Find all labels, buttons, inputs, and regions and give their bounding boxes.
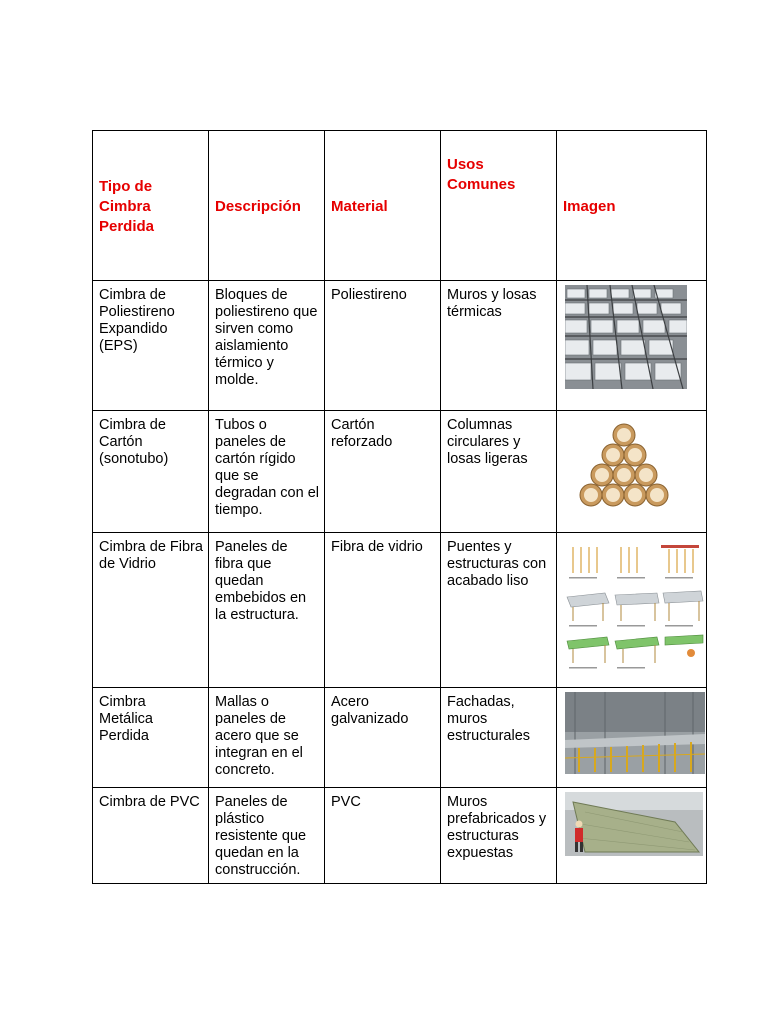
cell-material: Poliestireno xyxy=(325,281,441,411)
eps-slab-photo xyxy=(565,285,687,389)
cell-material: Fibra de vidrio xyxy=(325,533,441,688)
header-row xyxy=(93,131,707,281)
cell-imagen xyxy=(557,688,707,788)
cell-tipo: Cimbra de PVC xyxy=(93,788,209,884)
cell-usos: Muros prefabricados y estructuras expuestas xyxy=(441,788,557,884)
cell-material: Cartón reforzado xyxy=(325,411,441,533)
header-descripcion: Descripción xyxy=(209,131,325,281)
cell-usos: Fachadas, muros estructurales xyxy=(441,688,557,788)
cell-imagen xyxy=(557,281,707,411)
header-material: Material xyxy=(325,131,441,281)
cell-material: PVC xyxy=(325,788,441,884)
fiberglass-steps-diagram xyxy=(565,537,705,675)
cell-tipo: Cimbra de Poliestireno Expandido (EPS) xyxy=(93,281,209,411)
cell-tipo: Cimbra Metálica Perdida xyxy=(93,688,209,788)
cell-material: Acero galvanizado xyxy=(325,688,441,788)
cell-imagen xyxy=(557,788,707,884)
cell-descripcion: Bloques de poliestireno que sirven como aislamiento térmico y molde. xyxy=(209,281,325,411)
table-row xyxy=(93,688,707,788)
pvc-panel-photo xyxy=(565,792,703,856)
cell-usos: Muros y losas térmicas xyxy=(441,281,557,411)
cell-imagen xyxy=(557,411,707,533)
cell-tipo: Cimbra de Cartón (sonotubo) xyxy=(93,411,209,533)
header-imagen: Imagen xyxy=(557,131,707,281)
comparison-table xyxy=(92,130,707,884)
table-row xyxy=(93,411,707,533)
cell-descripcion: Paneles de plástico resistente que quedan en la construcción. xyxy=(209,788,325,884)
cell-descripcion: Paneles de fibra que quedan embebidos en la estructura. xyxy=(209,533,325,688)
header-tipo: Tipo de Cimbra Perdida xyxy=(93,131,209,281)
steel-deck-photo xyxy=(565,692,705,774)
cell-tipo: Cimbra de Fibra de Vidrio xyxy=(93,533,209,688)
cell-imagen xyxy=(557,533,707,688)
cell-usos: Columnas circulares y losas ligeras xyxy=(441,411,557,533)
header-usos: Usos Comunes xyxy=(441,131,557,281)
table-row xyxy=(93,533,707,688)
table-row xyxy=(93,788,707,884)
cell-descripcion: Tubos o paneles de cartón rígido que se degradan con el tiempo. xyxy=(209,411,325,533)
cell-usos: Puentes y estructuras con acabado liso xyxy=(441,533,557,688)
cardboard-tubes-photo xyxy=(565,415,687,519)
table-row xyxy=(93,281,707,411)
cell-descripcion: Mallas o paneles de acero que se integran en el concreto. xyxy=(209,688,325,788)
